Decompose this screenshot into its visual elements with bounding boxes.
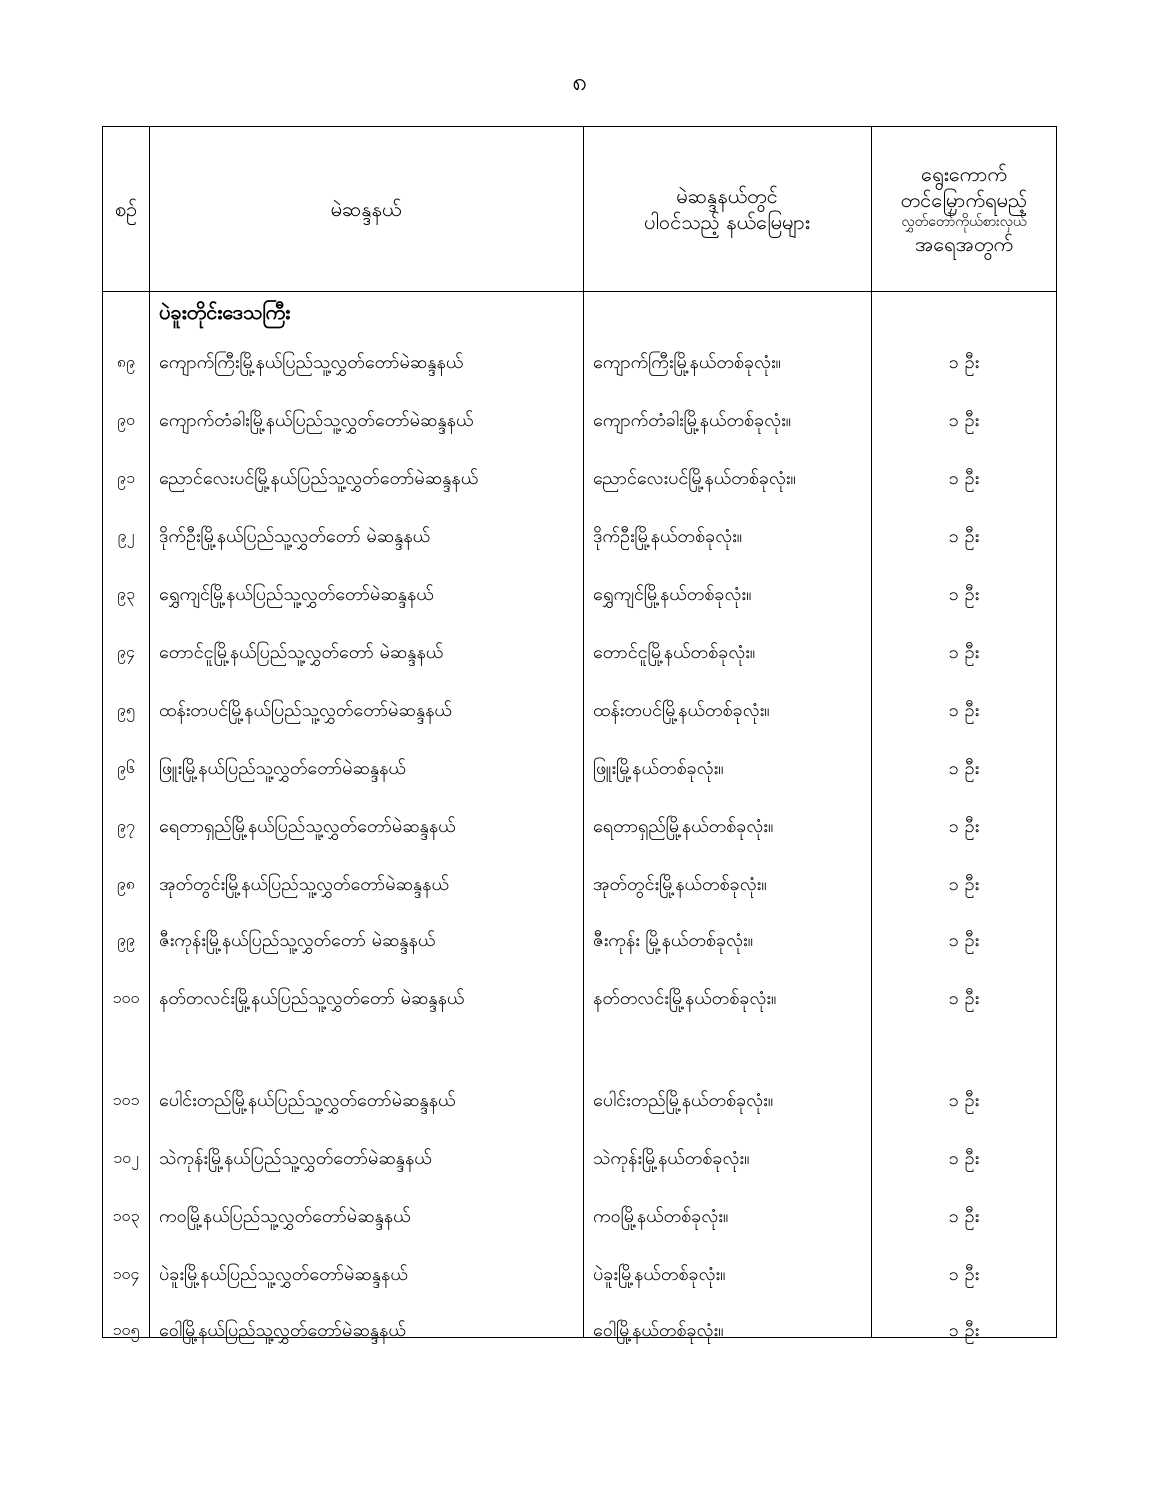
included-areas: အုတ်တွင်းမြို့နယ်တစ်ခုလုံး။ xyxy=(593,874,767,895)
included-areas: ရွှေကျင်မြို့နယ်တစ်ခုလုံး။ xyxy=(593,584,752,605)
included-areas: နတ်တလင်းမြို့နယ်တစ်ခုလုံး။ xyxy=(593,988,777,1009)
included-areas: တောင်ငူမြို့နယ်တစ်ခုလုံး။ xyxy=(593,642,756,663)
constituency-name: ဖြူးမြို့နယ်ပြည်သူ့လွှတ်တော်မဲဆန္ဒနယ် xyxy=(159,758,406,779)
row-number: ၁၀၄ xyxy=(112,1264,140,1283)
header-areas-line2: ပါဝင်သည့် နယ်မြေများ xyxy=(644,210,810,234)
header-reps-line2: တင်မြှောက်ရမည့် xyxy=(900,187,1028,212)
constituency-name: တောင်ငူမြို့နယ်ပြည်သူ့လွှတ်တော် မဲဆန္ဒနယ် xyxy=(159,642,444,663)
row-number: ၉၅ xyxy=(117,700,135,719)
constituency-name: သဲကုန်းမြို့နယ်ပြည်သူ့လွှတ်တော်မဲဆန္ဒနယ် xyxy=(159,1148,432,1169)
constituency-name: ထန်းတပင်မြို့နယ်ပြည်သူ့လွှတ်တော်မဲဆန္ဒနယ် xyxy=(159,700,452,721)
included-areas: ကဝမြို့နယ်တစ်ခုလုံး။ xyxy=(593,1206,729,1227)
constituency-name: ညောင်လေးပင်မြို့နယ်ပြည်သူ့လွှတ်တော်မဲဆန္ဒနယ် xyxy=(159,468,479,489)
constituency-name: ဇီးကုန်းမြို့နယ်ပြည်သူ့လွှတ်တော် မဲဆန္ဒနယ် xyxy=(159,930,436,951)
included-areas: ကျောက်တံခါးမြို့နယ်တစ်ခုလုံး။ xyxy=(593,410,792,431)
row-number: ၁၀၅ xyxy=(112,1320,140,1339)
representative-count: ၁ ဦး xyxy=(948,526,980,547)
representative-count: ၁ ဦး xyxy=(948,352,980,373)
row-number: ၁၀၀ xyxy=(112,988,140,1007)
representative-count: ၁ ဦး xyxy=(948,758,980,779)
row-number: ၉၁ xyxy=(117,468,135,487)
row-number: ၉၀ xyxy=(117,410,135,429)
header-reps-line1: ရွေးကောက် xyxy=(920,161,1008,186)
row-number: ၉၈ xyxy=(116,874,136,893)
representative-count: ၁ ဦး xyxy=(948,1090,980,1111)
constituency-name: ကဝမြို့နယ်ပြည်သူ့လွှတ်တော်မဲဆန္ဒနယ် xyxy=(159,1206,411,1227)
representative-count: ၁ ဦး xyxy=(948,988,980,1009)
included-areas: သဲကုန်းမြို့နယ်တစ်ခုလုံး။ xyxy=(593,1148,750,1169)
constituency-name: ဝေါမြို့နယ်ပြည်သူ့လွှတ်တော်မဲဆန္ဒနယ် xyxy=(159,1320,406,1341)
row-number: ၉၂ xyxy=(117,526,135,545)
constituency-name: ကျောက်ကြီးမြို့နယ်ပြည်သူ့လွှတ်တော်မဲဆန္ဒနယ် xyxy=(159,352,464,373)
representative-count: ၁ ဦး xyxy=(948,410,980,431)
row-number: ၁၀၂ xyxy=(113,1148,139,1167)
row-number: ၈၉ xyxy=(116,352,136,371)
representative-count: ၁ ဦး xyxy=(948,584,980,605)
representative-count: ၁ ဦး xyxy=(948,1148,980,1169)
representative-count: ၁ ဦး xyxy=(948,1264,980,1285)
constituency-name: ရေတာရှည်မြို့နယ်ပြည်သူ့လွှတ်တော်မဲဆန္ဒနယ် xyxy=(159,816,456,837)
included-areas: ကျောက်ကြီးမြို့နယ်တစ်ခုလုံး။ xyxy=(593,352,781,373)
row-number: ၉၄ xyxy=(117,642,135,661)
header-no-label: စဉ် xyxy=(114,197,138,221)
header-areas-line1: မဲဆန္ဒနယ်တွင် xyxy=(676,184,778,208)
constituency-name: ရွှေကျင်မြို့နယ်ပြည်သူ့လွှတ်တော်မဲဆန္ဒနယ် xyxy=(159,584,434,605)
constituency-name: ပေါင်းတည်မြို့နယ်ပြည်သူ့လွှတ်တော်မဲဆန္ဒနယ် xyxy=(159,1090,456,1111)
constituency-name: ကျောက်တံခါးမြို့နယ်ပြည်သူ့လွှတ်တော်မဲဆန္ဒနယ် xyxy=(159,410,474,431)
included-areas: ဖြူးမြို့နယ်တစ်ခုလုံး။ xyxy=(593,758,724,779)
constituency-name: ပဲခူးမြို့နယ်ပြည်သူ့လွှတ်တော်မဲဆန္ဒနယ် xyxy=(159,1264,408,1285)
representative-count: ၁ ဦး xyxy=(948,816,980,837)
representative-count: ၁ ဦး xyxy=(948,468,980,489)
included-areas: ဝေါမြို့နယ်တစ်ခုလုံး။ xyxy=(593,1320,724,1341)
header-constituency-label: မဲဆန္ဒနယ် xyxy=(330,197,402,221)
included-areas: ပဲခူးမြို့နယ်တစ်ခုလုံး။ xyxy=(593,1264,726,1285)
row-number: ၉၃ xyxy=(117,584,135,603)
constituency-table xyxy=(102,126,1057,1341)
representative-count: ၁ ဦး xyxy=(948,1320,980,1341)
included-areas: ဒိုက်ဦးမြို့နယ်တစ်ခုလုံး။ xyxy=(593,526,743,547)
constituency-name: အုတ်တွင်းမြို့နယ်ပြည်သူ့လွှတ်တော်မဲဆန္ဒနယ် xyxy=(159,874,449,895)
included-areas: ထန်းတပင်မြို့နယ်တစ်ခုလုံး။ xyxy=(593,700,770,721)
representative-count: ၁ ဦး xyxy=(948,930,980,951)
included-areas: ညောင်လေးပင်မြို့နယ်တစ်ခုလုံး။ xyxy=(593,468,796,489)
row-number: ၉၆ xyxy=(117,758,135,777)
representative-count: ၁ ဦး xyxy=(948,874,980,895)
row-number: ၉၉ xyxy=(117,930,135,949)
constituency-name: နတ်တလင်းမြို့နယ်ပြည်သူ့လွှတ်တော် မဲဆန္ဒနယ် xyxy=(159,988,465,1009)
header-reps-line3: လွှတ်တော်ကိုယ်စားလှယ် xyxy=(901,213,1027,230)
representative-count: ၁ ဦး xyxy=(948,1206,980,1227)
section-title: ပဲခူးတိုင်းဒေသကြီး xyxy=(159,300,291,324)
row-number: ၁၀၃ xyxy=(112,1206,140,1225)
row-number: ၁၀၁ xyxy=(112,1090,140,1109)
row-number: ၉၇ xyxy=(117,816,135,835)
included-areas: ဇီးကုန်း မြို့နယ်တစ်ခုလုံး။ xyxy=(593,930,754,951)
table-body xyxy=(103,127,1057,1341)
representative-count: ၁ ဦး xyxy=(948,700,980,721)
page-number: ၈ xyxy=(572,67,587,97)
included-areas: ပေါင်းတည်မြို့နယ်တစ်ခုလုံး။ xyxy=(593,1090,774,1111)
included-areas: ရေတာရှည်မြို့နယ်တစ်ခုလုံး။ xyxy=(593,816,774,837)
representative-count: ၁ ဦး xyxy=(948,642,980,663)
constituency-name: ဒိုက်ဦးမြို့နယ်ပြည်သူ့လွှတ်တော် မဲဆန္ဒနယ် xyxy=(159,526,431,547)
header-reps-line4: အရေအတွက် xyxy=(914,232,1014,257)
